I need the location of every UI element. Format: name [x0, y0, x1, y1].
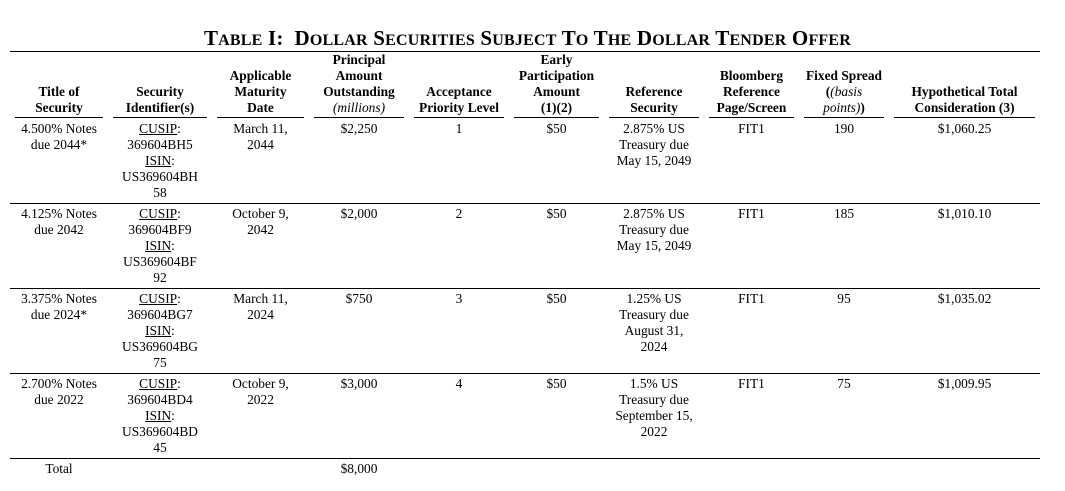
- empty-cell: [108, 459, 212, 480]
- cell-identifier: CUSIP: 369604BD4 ISIN: US369604BD 45: [108, 374, 212, 459]
- header-row: [10, 52, 1040, 119]
- cell-spread: 185: [799, 204, 889, 289]
- title-word: THE: [593, 26, 632, 50]
- cell-priority: 4: [409, 374, 509, 459]
- title-word: TENDER: [715, 26, 787, 50]
- cell-reference: 1.25% US Treasury due August 31, 2024: [604, 289, 704, 374]
- header-principal-amount: Principal Amount Outstanding (millions): [309, 52, 409, 119]
- cell-early: $50: [509, 374, 604, 459]
- empty-cell: [704, 459, 799, 480]
- cell-bloomberg: FIT1: [704, 289, 799, 374]
- cell-maturity: March 11, 2044: [212, 119, 309, 204]
- total-principal: $8,000: [340, 461, 378, 476]
- cell-total: $1,009.95: [889, 374, 1040, 459]
- cell-bloomberg: FIT1: [704, 374, 799, 459]
- cell-early: $50: [509, 204, 604, 289]
- table-row: [10, 119, 1040, 204]
- header-title-of-security: Title of Security: [10, 52, 108, 119]
- cell-identifier: CUSIP: 369604BF9 ISIN: US369604BF 92: [108, 204, 212, 289]
- cell-total: $1,035.02: [889, 289, 1040, 374]
- cell-total: $1,060.25: [889, 119, 1040, 204]
- title-table-number: I:: [268, 26, 284, 50]
- header-bloomberg: Bloomberg Reference Page/Screen: [704, 52, 799, 119]
- empty-cell: [409, 459, 509, 480]
- title-word: DOLLAR: [636, 26, 711, 50]
- cell-maturity: October 9, 2042: [212, 204, 309, 289]
- title-word: OFFER: [791, 26, 852, 50]
- empty-cell: [509, 459, 604, 480]
- header-acceptance-priority: Acceptance Priority Level: [409, 52, 509, 119]
- cell-title: 4.125% Notes due 2042: [10, 204, 108, 289]
- header-early-participation: Early Participation Amount (1)(2): [509, 52, 604, 119]
- cell-title: 3.375% Notes due 2024*: [10, 289, 108, 374]
- title-table-word: TABLE: [203, 26, 263, 50]
- header-hypothetical-total: Hypothetical Total Consideration (3): [889, 52, 1040, 119]
- cell-bloomberg: FIT1: [704, 119, 799, 204]
- cell-priority: 2: [409, 204, 509, 289]
- empty-cell: [604, 459, 704, 480]
- cell-reference: 2.875% US Treasury due May 15, 2049: [604, 204, 704, 289]
- cell-principal: $750: [309, 289, 409, 374]
- empty-cell: [889, 459, 1040, 480]
- empty-cell: [212, 459, 309, 480]
- cell-priority: 3: [409, 289, 509, 374]
- tender-offer-table: [10, 52, 1040, 479]
- header-security-identifier: Security Identifier(s): [108, 52, 212, 119]
- cell-reference: 2.875% US Treasury due May 15, 2049: [604, 119, 704, 204]
- table-row: [10, 204, 1040, 289]
- cell-spread: 95: [799, 289, 889, 374]
- table-row: [10, 289, 1040, 374]
- empty-cell: [799, 459, 889, 480]
- cell-title: 4.500% Notes due 2044*: [10, 119, 108, 204]
- cell-reference: 1.5% US Treasury due September 15, 2022: [604, 374, 704, 459]
- cell-priority: 1: [409, 119, 509, 204]
- title-word: DOLLAR: [294, 26, 368, 50]
- total-label: Total: [45, 461, 73, 476]
- cell-identifier: CUSIP: 369604BG7 ISIN: US369604BG 75: [108, 289, 212, 374]
- header-reference-security: Reference Security: [604, 52, 704, 119]
- cell-total: $1,010.10: [889, 204, 1040, 289]
- cell-title: 2.700% Notes due 2022: [10, 374, 108, 459]
- table-row: [10, 374, 1040, 459]
- cell-maturity: October 9, 2022: [212, 374, 309, 459]
- cell-maturity: March 11, 2024: [212, 289, 309, 374]
- header-maturity-date: Applicable Maturity Date: [212, 52, 309, 119]
- title-word: SECURITIES: [373, 26, 475, 50]
- table-title: [0, 26, 1055, 51]
- cell-principal: $2,250: [309, 119, 409, 204]
- cell-early: $50: [509, 289, 604, 374]
- cell-bloomberg: FIT1: [704, 204, 799, 289]
- cell-principal: $3,000: [309, 374, 409, 459]
- title-word: SUBJECT: [480, 26, 557, 50]
- total-row: [10, 459, 1040, 480]
- cell-spread: 75: [799, 374, 889, 459]
- header-fixed-spread: Fixed Spread ((basis points)): [799, 52, 889, 119]
- title-word: TO: [561, 26, 589, 50]
- cell-principal: $2,000: [309, 204, 409, 289]
- cell-early: $50: [509, 119, 604, 204]
- cell-spread: 190: [799, 119, 889, 204]
- cell-identifier: CUSIP: 369604BH5 ISIN: US369604BH 58: [108, 119, 212, 204]
